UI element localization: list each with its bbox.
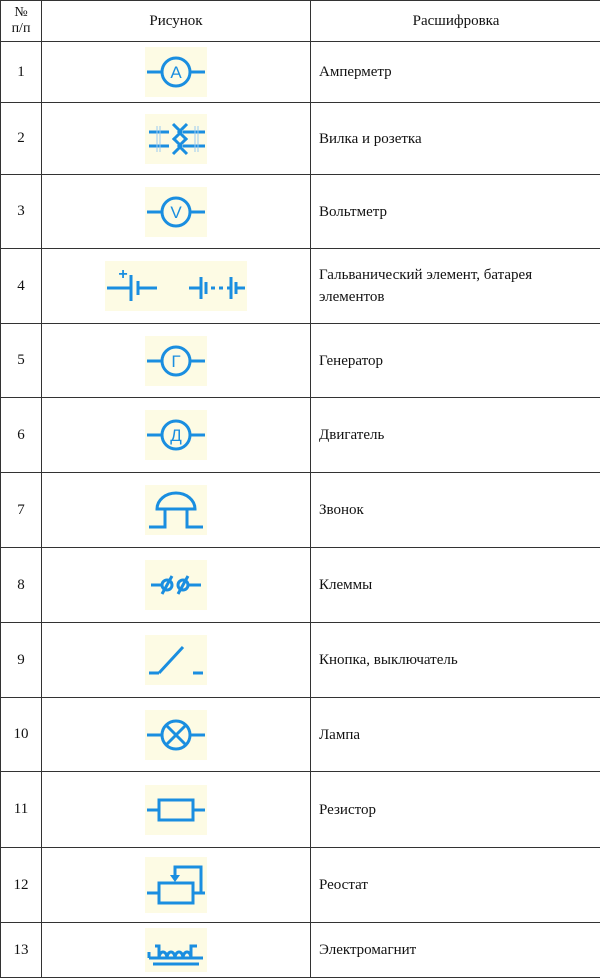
voltmeter-icon: [145, 187, 207, 237]
row-number: 13: [1, 923, 42, 978]
table-row: [1, 772, 600, 848]
bell-icon: [145, 485, 207, 535]
row-description: Резистор: [311, 772, 600, 848]
row-description: Вилка и розетка: [311, 103, 600, 175]
row-description: Реостат: [311, 848, 600, 923]
table-row: [1, 848, 600, 923]
table-row: [1, 103, 600, 175]
table-row: [1, 42, 600, 103]
row-number: 7: [1, 473, 42, 548]
table-row: [1, 698, 600, 772]
row-number: 2: [1, 103, 42, 175]
header-decoding: Расшифровка: [311, 1, 600, 42]
row-description: Электромагнит: [311, 923, 600, 978]
switch-icon: [145, 635, 207, 685]
motor-glyph: Д: [170, 426, 182, 445]
ammeter-glyph: А: [170, 63, 182, 82]
symbol-cell: [42, 324, 311, 398]
rheostat-icon: [145, 857, 207, 913]
table-row: [1, 398, 600, 473]
row-description: Генератор: [311, 324, 600, 398]
row-number: 6: [1, 398, 42, 473]
row-description: Клеммы: [311, 548, 600, 623]
galvanic-cell-battery-icon: [105, 261, 247, 311]
symbol-cell: [42, 548, 311, 623]
row-description: Кнопка, выключатель: [311, 623, 600, 698]
row-number: 12: [1, 848, 42, 923]
symbol-cell: [42, 923, 311, 978]
symbol-cell: [42, 623, 311, 698]
row-number: 3: [1, 175, 42, 249]
symbol-cell: [42, 473, 311, 548]
electromagnet-icon: [145, 928, 207, 972]
voltmeter-glyph: V: [170, 203, 182, 222]
lamp-icon: [145, 710, 207, 760]
plug-socket-icon: [145, 114, 207, 164]
motor-icon: [145, 410, 207, 460]
row-number: 8: [1, 548, 42, 623]
header-number-label: № п/п: [12, 5, 31, 36]
row-description: Звонок: [311, 473, 600, 548]
symbol-cell: [42, 42, 311, 103]
symbol-cell: [42, 103, 311, 175]
symbol-cell: [42, 848, 311, 923]
header-picture: Рисунок: [42, 1, 311, 42]
row-number: 4: [1, 249, 42, 324]
terminals-icon: [145, 560, 207, 610]
row-description: Двигатель: [311, 398, 600, 473]
ammeter-icon: [145, 47, 207, 97]
symbol-cell: [42, 398, 311, 473]
plus-sign: +: [118, 266, 127, 283]
table-row: [1, 175, 600, 249]
header-row: [1, 1, 600, 42]
symbol-cell: [42, 772, 311, 848]
row-description: Амперметр: [311, 42, 600, 103]
row-number: 10: [1, 698, 42, 772]
table-row: [1, 324, 600, 398]
row-number: 9: [1, 623, 42, 698]
symbol-cell: [42, 175, 311, 249]
resistor-icon: [145, 785, 207, 835]
generator-icon: [145, 336, 207, 386]
row-number: 1: [1, 42, 42, 103]
table-row: [1, 623, 600, 698]
symbol-cell: [42, 249, 311, 324]
header-number: [1, 1, 42, 42]
table-row: [1, 249, 600, 324]
table-row: [1, 473, 600, 548]
row-description: Лампа: [311, 698, 600, 772]
symbol-cell: [42, 698, 311, 772]
table-row: [1, 548, 600, 623]
table-row: [1, 923, 600, 978]
row-description: Гальванический элемент, батарея элементов: [311, 249, 600, 324]
row-number: 5: [1, 324, 42, 398]
row-number: 11: [1, 772, 42, 848]
generator-glyph: Г: [171, 352, 180, 371]
row-description: Вольтметр: [311, 175, 600, 249]
